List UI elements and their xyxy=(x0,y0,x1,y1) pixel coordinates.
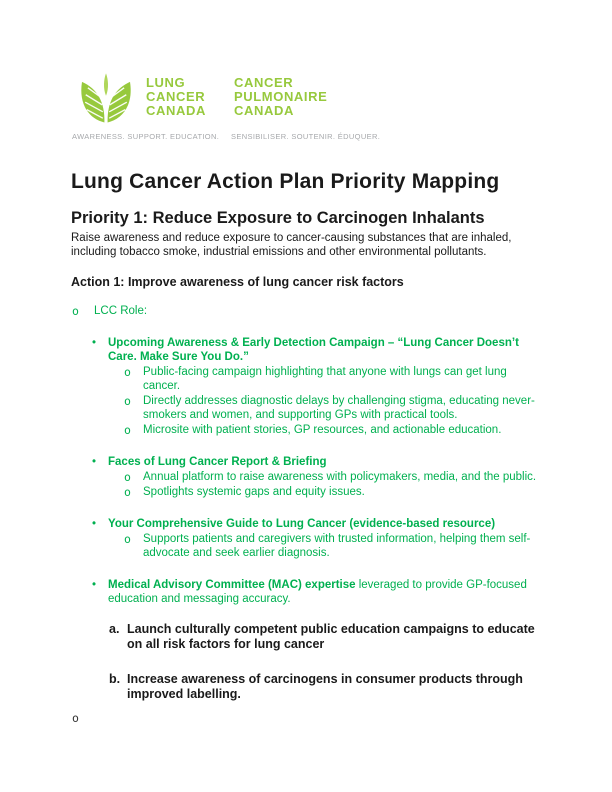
circle-bullet-icon: o xyxy=(72,711,79,725)
page-title: Lung Cancer Action Plan Priority Mapping xyxy=(71,170,500,193)
logo-taglines xyxy=(71,132,545,144)
circle-bullet-icon: o xyxy=(124,532,131,546)
bullet-faces-report xyxy=(71,455,545,469)
action-heading: Action 1: Improve awareness of lung cancer risk factors xyxy=(71,275,404,289)
bullet-comprehensive-guide xyxy=(71,517,545,531)
lungs-leaves-icon xyxy=(74,70,138,128)
sub-bullet-text: Supports patients and caregivers with trusted information, helping them self-advocate and seek earlier diagnosis. xyxy=(143,533,531,559)
circle-bullet-icon: o xyxy=(72,304,79,318)
circle-bullet-icon: o xyxy=(124,365,131,379)
logo-line: CANADA xyxy=(146,103,206,118)
lcc-role-item xyxy=(71,304,545,318)
list-marker: a. xyxy=(109,622,120,636)
lettered-item-text: Launch culturally competent public education campaigns to educate on all risk factors for lung cancer xyxy=(127,622,535,651)
tagline-fr: SENSIBILISER. SOUTENIR. ÉDUQUER. xyxy=(231,132,381,141)
lettered-item-text: Increase awareness of carcinogens in consumer products through improved labelling. xyxy=(127,672,523,701)
lcc-role-label: LCC Role: xyxy=(94,305,148,317)
logo-wordmark-fr xyxy=(234,70,327,118)
tagline-en: AWARENESS. SUPPORT. EDUCATION. xyxy=(72,132,220,141)
logo-wordmark-en xyxy=(146,70,232,118)
bullet-title: Medical Advisory Committee (MAC) expertise xyxy=(108,579,356,591)
circle-bullet-icon: o xyxy=(124,394,131,408)
sub-bullet-text: Spotlights systemic gaps and equity issues. xyxy=(143,486,365,498)
sub-bullet xyxy=(71,423,545,437)
dot-bullet-icon: • xyxy=(92,337,97,349)
bullet-mac-expertise xyxy=(71,578,545,606)
logo-line: PULMONAIRE xyxy=(234,89,328,104)
page-content xyxy=(71,70,545,725)
priority-heading: Priority 1: Reduce Exposure to Carcinogen Inhalants xyxy=(71,209,485,227)
logo-line: CANADA xyxy=(234,103,294,118)
lettered-item-b xyxy=(71,672,545,702)
sub-bullet xyxy=(71,365,545,393)
circle-bullet-icon: o xyxy=(124,423,131,437)
bullet-title: Your Comprehensive Guide to Lung Cancer (evidence-based resource) xyxy=(108,518,496,530)
logo-row xyxy=(71,70,545,128)
bullet-title: Upcoming Awareness & Early Detection Campaign – “Lung Cancer Doesn’t Care. Make Sure You Do.” xyxy=(108,337,519,363)
dot-bullet-icon: • xyxy=(92,518,97,530)
trailing-empty-bullet xyxy=(71,711,545,725)
sub-bullet xyxy=(71,485,545,499)
lcc-logo xyxy=(71,70,545,144)
priority-description: Raise awareness and reduce exposure to cancer-causing substances that are inhaled, including tobacco smoke, industrial emissions and other environmental pollutants. xyxy=(71,232,512,258)
bullet-title-suffix: leveraged to provide GP-focused education and messaging accuracy. xyxy=(108,579,527,605)
logo-line: CANCER xyxy=(234,75,294,90)
sub-bullet xyxy=(71,394,545,422)
circle-bullet-icon: o xyxy=(124,470,131,484)
sub-bullet-text: Directly addresses diagnostic delays by challenging stigma, educating never-smokers and women, and supporting GPs with practical tools. xyxy=(143,395,535,421)
sub-bullet-text: Annual platform to raise awareness with policymakers, media, and the public. xyxy=(143,471,537,483)
list-marker: b. xyxy=(109,672,121,686)
logo-line: LUNG xyxy=(146,75,186,90)
sub-bullet xyxy=(71,532,545,560)
bullet-title: Faces of Lung Cancer Report & Briefing xyxy=(108,456,327,468)
dot-bullet-icon: • xyxy=(92,456,97,468)
lettered-item-a xyxy=(71,622,545,652)
sub-bullet-text: Microsite with patient stories, GP resources, and actionable education. xyxy=(143,424,502,436)
sub-bullet xyxy=(71,470,545,484)
dot-bullet-icon: • xyxy=(92,579,97,591)
bullet-campaign xyxy=(71,336,545,364)
logo-line: CANCER xyxy=(146,89,206,104)
circle-bullet-icon: o xyxy=(124,485,131,499)
sub-bullet-text: Public-facing campaign highlighting that anyone with lungs can get lung cancer. xyxy=(143,366,507,392)
